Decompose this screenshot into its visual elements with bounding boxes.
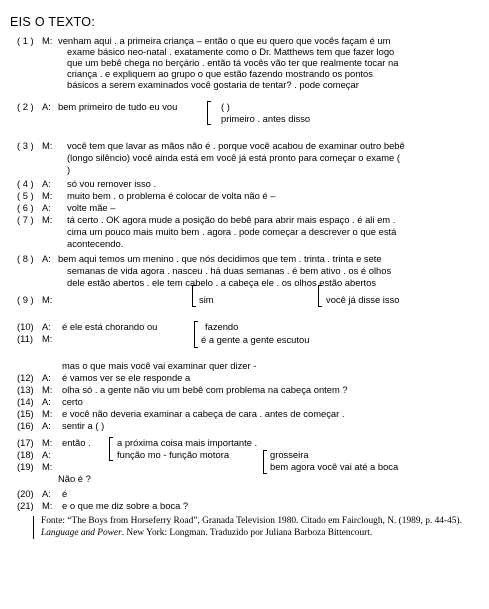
line-number: (10) xyxy=(17,321,34,332)
overlap-text: bem agora você vai até a boca xyxy=(270,461,399,472)
speaker: M: xyxy=(42,333,53,344)
speaker: M: xyxy=(42,140,53,151)
line-number: (21) xyxy=(17,500,34,511)
speaker: A: xyxy=(42,372,51,383)
utterance: olha só . a gente não viu um bebê com problema na cabeça ontem ? xyxy=(62,384,348,395)
utterance: tá certo . OK agora mude a posição do bebê para abrir mais espaço . é ali em . xyxy=(67,214,396,225)
speaker: A: xyxy=(42,253,51,264)
speaker: A: xyxy=(42,449,51,460)
line-number: (19) xyxy=(17,461,34,472)
overlap-text: fazendo xyxy=(205,321,239,332)
overlap-text: primeiro . antes disso xyxy=(221,113,311,124)
overlap-bracket xyxy=(207,101,211,125)
utterance: sentir a ( ) xyxy=(62,420,105,431)
speaker: M: xyxy=(42,384,53,395)
utterance-continuation: mas o que mais você vai examinar quer dizer - xyxy=(62,360,257,371)
overlap-bracket xyxy=(318,285,322,307)
line-number: (18) xyxy=(17,449,34,460)
citation-text: . New York: Longman. Traduzido por Juliana Barboza Bittencourt. xyxy=(121,527,373,538)
utterance: certo xyxy=(62,396,83,407)
speaker: A: xyxy=(42,202,51,213)
utterance-continuation: cima um pouco mais muito bem . agora . pode começar a descrever o que está xyxy=(67,226,397,237)
speaker: M: xyxy=(42,500,53,511)
line-number: ( 9 ) xyxy=(17,294,34,305)
utterance-continuation: (longo silêncio) você ainda está em você já está pronto para começar o exame ( xyxy=(67,152,400,163)
line-number: ( 6 ) xyxy=(17,202,34,213)
speaker: M: xyxy=(42,214,53,225)
utterance-continuation: exame básico neo-natal . exatamente como o Dr. Matthews tem que fazer logo xyxy=(67,46,395,57)
overlap-text: função mo - função motora xyxy=(117,449,230,460)
utterance: e você não deveria examinar a cabeça de cara . antes de começar . xyxy=(62,408,345,419)
line-number: ( 2 ) xyxy=(17,101,34,112)
overlap-text: grosseira xyxy=(270,449,309,460)
utterance-continuation: dele estão abertos . ele tem cabelo . a cabeça ele . os olhos estão abertos xyxy=(67,277,377,288)
line-number: ( 3 ) xyxy=(17,140,34,151)
utterance: volte mãe – xyxy=(67,202,116,213)
line-number: ( 1 ) xyxy=(17,35,34,46)
speaker: M: xyxy=(42,408,53,419)
overlap-text: ( ) xyxy=(221,101,230,112)
overlap-bracket xyxy=(263,450,267,474)
speaker: M: xyxy=(42,461,53,472)
speaker: M: xyxy=(42,294,53,305)
overlap-text: a próxima coisa mais importante . xyxy=(117,437,258,448)
utterance: é ele está chorando ou xyxy=(62,321,158,332)
speaker: A: xyxy=(42,396,51,407)
overlap-text: é a gente a gente escutou xyxy=(201,334,310,345)
speaker: M: xyxy=(42,437,53,448)
utterance-continuation: que um bebê chega no berçário . então tá vocês vão ter que realmente tocar na xyxy=(67,57,399,68)
utterance-continuation: ) xyxy=(67,164,71,175)
utterance: é xyxy=(62,488,68,499)
speaker: A: xyxy=(42,101,51,112)
line-number: (13) xyxy=(17,384,34,395)
utterance: bem primeiro de tudo eu vou xyxy=(58,101,178,112)
speaker: A: xyxy=(42,178,51,189)
line-number: (17) xyxy=(17,437,34,448)
book-title: Language and Power xyxy=(41,527,122,538)
speaker: M: xyxy=(42,190,53,201)
utterance: muito bem . o problema é colocar de volta não é – xyxy=(67,190,276,201)
citation-text: Fonte: “The Boys from Horseferry Road”, Granada Television 1980. Citado em Fairclough, N. (1989, p. 44-45). xyxy=(41,516,462,526)
speaker: A: xyxy=(42,420,51,431)
line-number: (11) xyxy=(17,333,33,344)
utterance: e o que me diz sobre a boca ? xyxy=(62,500,189,511)
line-number: (20) xyxy=(17,488,34,499)
utterance: venham aqui . a primeira criança – então o que eu quero que vocês façam é um xyxy=(58,35,391,46)
overlap-text: sim xyxy=(199,294,214,305)
utterance: só vou remover isso . xyxy=(67,178,157,189)
utterance-continuation: criança . e expliquem ao grupo o que estão fazendo mostrando os pontos xyxy=(67,68,373,79)
line-number: ( 8 ) xyxy=(17,253,34,264)
speaker: M: xyxy=(42,35,53,46)
source-citation xyxy=(33,516,481,539)
utterance-continuation: Não é ? xyxy=(58,473,91,484)
line-number: (15) xyxy=(17,408,34,419)
utterance: então . xyxy=(62,437,91,448)
page-title: EIS O TEXTO: xyxy=(10,15,96,29)
utterance: você tem que lavar as mãos não é . porque você acabou de examinar outro bebê xyxy=(67,140,405,151)
line-number: (14) xyxy=(17,396,34,407)
line-number: ( 4 ) xyxy=(17,178,34,189)
overlap-text: você já disse isso xyxy=(326,294,400,305)
speaker: A: xyxy=(42,488,51,499)
utterance-continuation: semanas de vida agora . nasceu . há duas semanas . é bem ativo . os é olhos xyxy=(67,265,392,276)
line-number: (12) xyxy=(17,372,34,383)
line-number: (16) xyxy=(17,420,34,431)
overlap-bracket xyxy=(194,321,198,348)
line-number: ( 5 ) xyxy=(17,190,34,201)
utterance-continuation: acontecendo. xyxy=(67,238,124,249)
speaker: A: xyxy=(42,321,51,332)
utterance: bem aqui temos um menino . que nós decidimos que tem . trinta . trinta e sete xyxy=(58,253,382,264)
utterance: é vamos ver se ele responde a xyxy=(62,372,191,383)
utterance-continuation: básicos a serem examinados você gostaria de tentar? . pode começar xyxy=(67,79,359,90)
overlap-bracket xyxy=(192,285,196,307)
line-number: ( 7 ) xyxy=(17,214,34,225)
overlap-bracket xyxy=(109,437,113,461)
